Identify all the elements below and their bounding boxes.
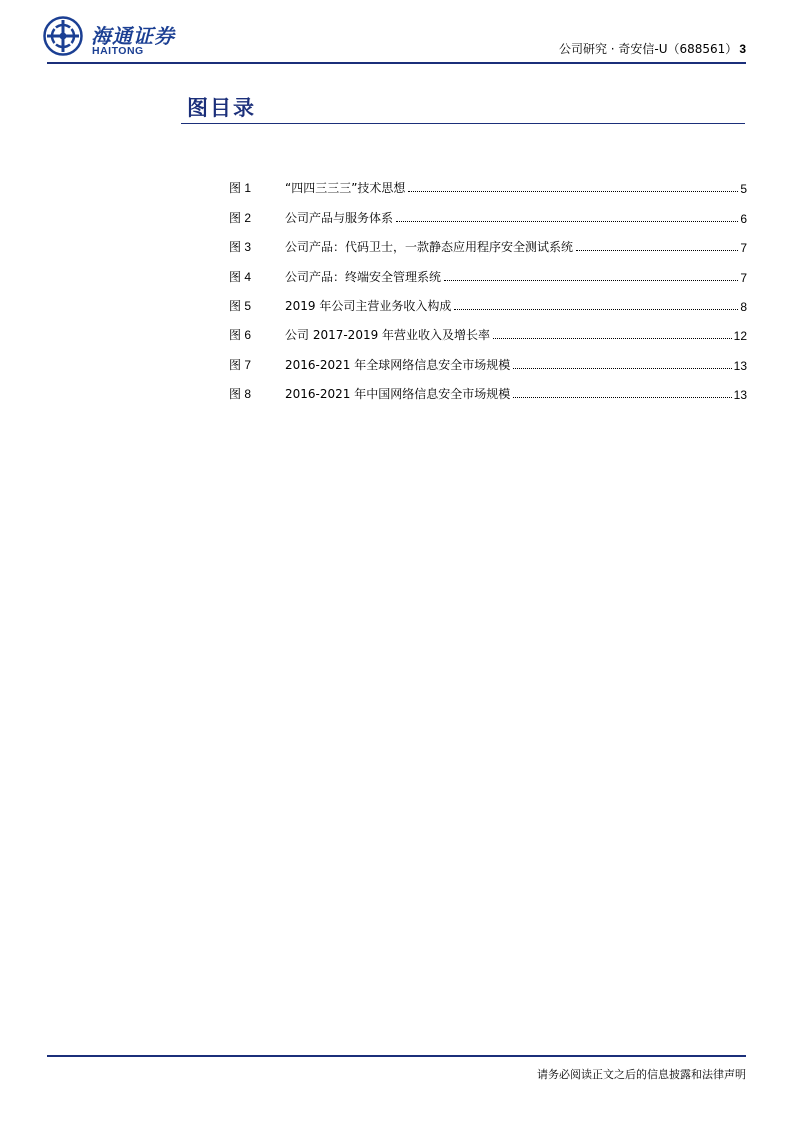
toc-leader-dots (576, 250, 738, 251)
toc-entry-number: 图 2 (229, 210, 252, 225)
figure-list (229, 167, 747, 402)
toc-entry[interactable] (229, 255, 747, 284)
toc-entry-title: 公司产品与服务体系 (285, 210, 394, 225)
toc-entry-page: 8 (740, 299, 747, 314)
toc-entry-page: 13 (733, 388, 747, 403)
legal-disclaimer-notice: 请务必阅读正文之后的信息披露和法律声明 (537, 1068, 746, 1081)
toc-entry-title: 公司产品：代码卫士，一款静态应用程序安全测试系统 (285, 240, 574, 255)
toc-entry[interactable] (229, 314, 747, 343)
logo-english-name: HAITONG (92, 45, 144, 57)
toc-entry-title: 2016-2021 年全球网络信息安全市场规模 (285, 357, 511, 372)
toc-leader-dots (444, 280, 738, 281)
toc-entry-title: 2016-2021 年中国网络信息安全市场规模 (285, 387, 511, 402)
toc-entry-title: “四四三三三”技术思想 (285, 181, 406, 196)
toc-entry[interactable] (229, 196, 747, 225)
toc-entry-number: 图 4 (229, 269, 252, 284)
toc-entry-title: 公司 2017-2019 年营业收入及增长率 (285, 328, 491, 343)
footer-divider (47, 1055, 746, 1057)
toc-entry-page: 7 (740, 270, 747, 285)
report-label: 公司研究 · 奇安信-U（688561） (558, 42, 738, 56)
section-title-underline (181, 123, 745, 124)
toc-entry-number: 图 8 (229, 387, 252, 402)
haitong-emblem-icon (43, 16, 83, 56)
toc-entry[interactable] (229, 343, 747, 372)
toc-leader-dots (513, 368, 731, 369)
toc-entry[interactable] (229, 167, 747, 196)
toc-entry[interactable] (229, 285, 747, 314)
toc-entry-number: 图 5 (229, 298, 252, 313)
toc-leader-dots (493, 338, 732, 339)
toc-entry-title: 公司产品：终端安全管理系统 (285, 269, 442, 284)
toc-entry-title: 2019 年公司主营业务收入构成 (285, 298, 452, 313)
toc-leader-dots (396, 221, 738, 222)
toc-leader-dots (408, 191, 738, 192)
logo-chinese-name: 海通证券 (91, 24, 175, 48)
toc-entry-page: 12 (733, 329, 747, 344)
toc-entry[interactable] (229, 373, 747, 402)
section-title: 图目录 (187, 96, 256, 120)
toc-entry-page: 5 (740, 182, 747, 197)
toc-entry-number: 图 3 (229, 240, 252, 255)
page-number: 3 (739, 42, 746, 56)
toc-entry-number: 图 1 (229, 181, 252, 196)
toc-entry-page: 7 (740, 241, 747, 256)
toc-entry-page: 13 (733, 358, 747, 373)
toc-leader-dots (513, 397, 731, 398)
toc-entry-number: 图 7 (229, 357, 252, 372)
toc-leader-dots (454, 309, 738, 310)
document-header-label (559, 40, 746, 57)
toc-entry-page: 6 (740, 211, 747, 226)
header-divider (47, 62, 746, 64)
toc-entry[interactable] (229, 226, 747, 255)
company-logo (43, 14, 183, 60)
toc-entry-number: 图 6 (229, 328, 252, 343)
